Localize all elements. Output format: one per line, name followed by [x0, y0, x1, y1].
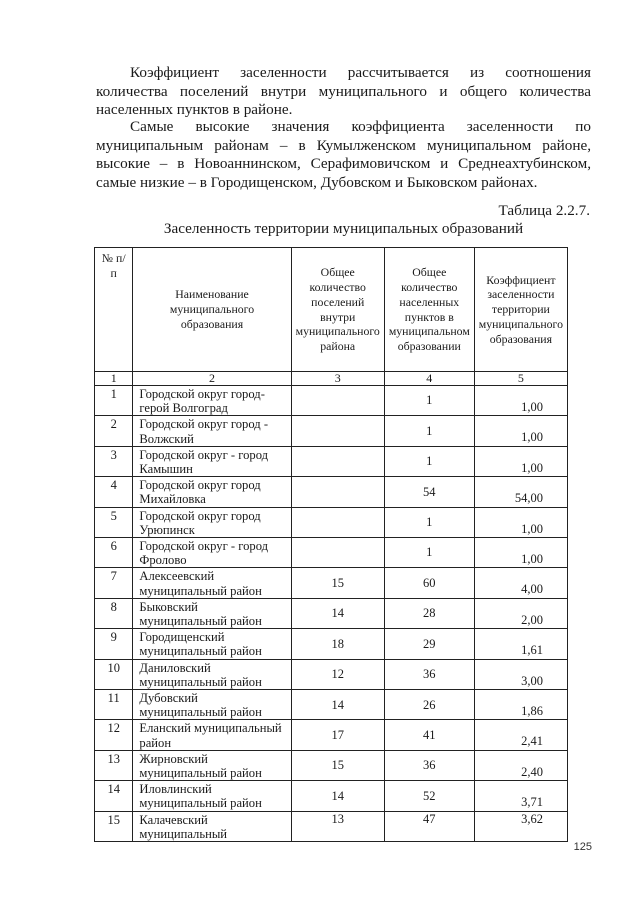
- settlements-count: 14: [291, 690, 384, 720]
- settlements-count: 15: [291, 568, 384, 598]
- row-number: 14: [95, 781, 133, 811]
- table-row: [95, 750, 568, 780]
- municipality-name: Городской округ - город Камышин: [133, 446, 291, 476]
- table-row: [95, 659, 568, 689]
- settlements-count: [291, 477, 384, 507]
- places-count: 1: [384, 507, 474, 537]
- municipality-name: Городской округ город-герой Волгоград: [133, 386, 291, 416]
- header-settlements-count: Общее количество поселений внутри муниципального района: [291, 248, 384, 372]
- coefficient-value: 1,86: [474, 690, 567, 720]
- places-count: 1: [384, 446, 474, 476]
- settlements-count: 15: [291, 750, 384, 780]
- places-count: 26: [384, 690, 474, 720]
- municipality-name: Еланский муниципальный район: [133, 720, 291, 750]
- row-number: 2: [95, 416, 133, 446]
- row-number: 6: [95, 538, 133, 568]
- row-number: 3: [95, 446, 133, 476]
- coefficient-value: 3,62: [474, 811, 567, 841]
- coefficient-value: 1,00: [474, 446, 567, 476]
- table-row: [95, 477, 568, 507]
- table-row: [95, 598, 568, 628]
- municipality-name: Даниловский муниципальный район: [133, 659, 291, 689]
- municipality-name: Городищенский муниципальный район: [133, 629, 291, 659]
- row-number: 5: [95, 507, 133, 537]
- municipality-name: Алексеевский муниципальный район: [133, 568, 291, 598]
- row-number: 1: [95, 386, 133, 416]
- places-count: 36: [384, 659, 474, 689]
- row-number: 13: [95, 750, 133, 780]
- settlements-count: 17: [291, 720, 384, 750]
- places-count: 1: [384, 386, 474, 416]
- municipality-name: Калачевский муниципальный: [133, 811, 291, 841]
- row-number: 8: [95, 598, 133, 628]
- coefficient-value: 1,00: [474, 416, 567, 446]
- header-places-count: Общее количество населенных пунктов в муниципальном образовании: [384, 248, 474, 372]
- municipality-name: Дубовский муниципальный район: [133, 690, 291, 720]
- table-row: [95, 690, 568, 720]
- column-number: 4: [384, 372, 474, 386]
- settlements-count: [291, 416, 384, 446]
- settlements-count: [291, 446, 384, 476]
- header-number: № п/п: [95, 248, 133, 372]
- municipality-name: Городской округ город Урюпинск: [133, 507, 291, 537]
- settlement-table: [94, 247, 568, 842]
- header-coefficient: Коэффициент заселенности территории муниципального образования: [474, 248, 567, 372]
- settlements-count: [291, 507, 384, 537]
- municipality-name: Жирновский муниципальный район: [133, 750, 291, 780]
- paragraph-coefficient-values: Самые высокие значения коэффициента заселенности по муниципальным районам – в Кумылженском муниципальном районе, высокие – в Новоаннинском, Серафимовичском и Среднеахтубинском, самые низкие – в Городищенском, Дубовском и Быковском районах.: [96, 118, 591, 191]
- table-row: [95, 446, 568, 476]
- settlements-count: [291, 386, 384, 416]
- municipality-name: Городской округ - город Фролово: [133, 538, 291, 568]
- column-number: 2: [133, 372, 291, 386]
- coefficient-value: 3,71: [474, 781, 567, 811]
- column-number: 1: [95, 372, 133, 386]
- table-row: [95, 386, 568, 416]
- coefficient-value: 3,00: [474, 659, 567, 689]
- paragraph-coefficient-definition: Коэффициент заселенности рассчитывается из соотношения количества поселений внутри муниципального и общего количества населенных пунктов в районе.: [96, 64, 591, 118]
- table-row: [95, 507, 568, 537]
- places-count: 60: [384, 568, 474, 598]
- column-number-row: [95, 372, 568, 386]
- row-number: 15: [95, 811, 133, 841]
- table-row: [95, 781, 568, 811]
- row-number: 4: [95, 477, 133, 507]
- places-count: 1: [384, 538, 474, 568]
- table-row: [95, 629, 568, 659]
- settlements-count: 14: [291, 781, 384, 811]
- coefficient-value: 4,00: [474, 568, 567, 598]
- column-number: 5: [474, 372, 567, 386]
- places-count: 28: [384, 598, 474, 628]
- table-header-row: [95, 248, 568, 372]
- table-row: [95, 538, 568, 568]
- table-row: [95, 416, 568, 446]
- page-number: 125: [573, 841, 592, 853]
- table-number: Таблица 2.2.7.: [498, 202, 590, 219]
- table-title: Заселенность территории муниципальных образований: [163, 220, 524, 237]
- coefficient-value: 1,61: [474, 629, 567, 659]
- settlements-count: 14: [291, 598, 384, 628]
- row-number: 11: [95, 690, 133, 720]
- coefficient-value: 1,00: [474, 507, 567, 537]
- settlements-count: 13: [291, 811, 384, 841]
- coefficient-value: 1,00: [474, 538, 567, 568]
- municipality-name: Быковский муниципальный район: [133, 598, 291, 628]
- row-number: 10: [95, 659, 133, 689]
- column-number: 3: [291, 372, 384, 386]
- coefficient-value: 2,40: [474, 750, 567, 780]
- municipality-name: Городской округ город Михайловка: [133, 477, 291, 507]
- header-municipality-name: Наименование муниципального образования: [133, 248, 291, 372]
- table-row: [95, 568, 568, 598]
- coefficient-value: 54,00: [474, 477, 567, 507]
- row-number: 12: [95, 720, 133, 750]
- settlements-count: [291, 538, 384, 568]
- coefficient-value: 2,41: [474, 720, 567, 750]
- settlements-count: 18: [291, 629, 384, 659]
- places-count: 29: [384, 629, 474, 659]
- coefficient-value: 1,00: [474, 386, 567, 416]
- table-row: [95, 811, 568, 841]
- municipality-name: Иловлинский муниципальный район: [133, 781, 291, 811]
- row-number: 7: [95, 568, 133, 598]
- row-number: 9: [95, 629, 133, 659]
- places-count: 36: [384, 750, 474, 780]
- table-body: [95, 386, 568, 842]
- coefficient-value: 2,00: [474, 598, 567, 628]
- places-count: 1: [384, 416, 474, 446]
- places-count: 41: [384, 720, 474, 750]
- places-count: 54: [384, 477, 474, 507]
- settlements-count: 12: [291, 659, 384, 689]
- municipality-name: Городской округ город - Волжский: [133, 416, 291, 446]
- places-count: 47: [384, 811, 474, 841]
- places-count: 52: [384, 781, 474, 811]
- table-row: [95, 720, 568, 750]
